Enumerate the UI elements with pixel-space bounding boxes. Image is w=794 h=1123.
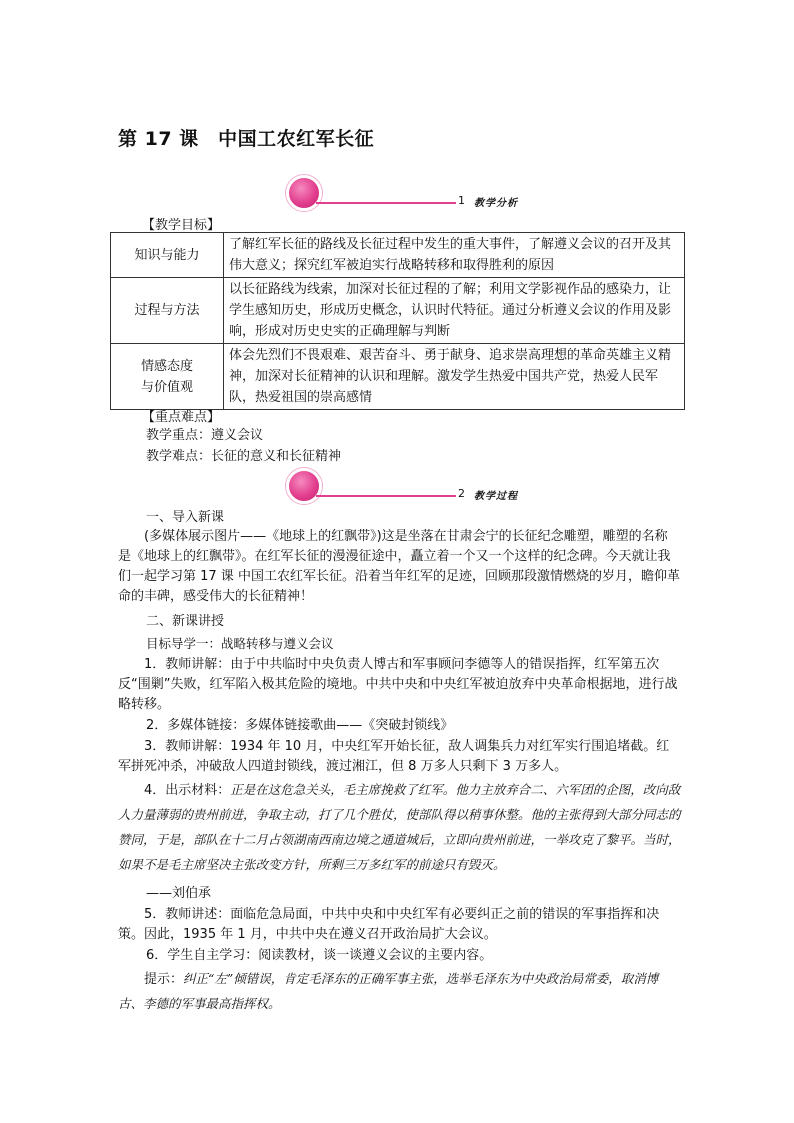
difficulty: 教学难点：长征的意义和长征精神	[146, 449, 342, 464]
divider	[316, 495, 456, 497]
objectives-table	[110, 232, 685, 410]
goal-heading: 目标导学一：战略转移与遵义会议	[146, 636, 334, 651]
table-row	[111, 233, 685, 278]
keypoints-heading: 【重点难点】	[142, 410, 221, 425]
hint-text: 纠正“左”倾错误，肯定毛泽东的正确军事主张，选举毛泽东为中央政治局常委，取消博古、李德的军事最高指挥权。	[118, 971, 659, 1011]
key-point: 教学重点：遵义会议	[146, 428, 264, 443]
part-title: 一、导入新课	[146, 510, 225, 525]
hint	[118, 967, 682, 1017]
list-item: 3．教师讲解：1934 年 10 月，中央红军开始长征，敌人调集兵力对红军实行围追堵截。红军拼死冲杀，冲破敌人四道封锁线，渡过湘江，但 8 万多人只剩下 3 万多人。	[118, 739, 670, 774]
item-lead: 4．出示材料：	[144, 783, 231, 798]
intro-paragraph: (多媒体展示图片——《地球上的红飘带》)这是坐落在甘肃会宁的长征纪念雕塑，雕塑的名称是《地球上的红飘带》。在红军长征的漫漫征途中，矗立着一个又一个这样的纪念碑。今天就让我们一起学习第 17 课 中国工农红军长征。沿着当年红军的足迹，回顾那段激情燃烧的岁月，瞻仰革命的丰碑，感受伟大的长征精神！	[118, 529, 680, 604]
pink-circle-icon	[286, 468, 322, 504]
hint-lead: 提示：	[144, 972, 184, 987]
table-row	[111, 344, 685, 410]
section-number: 2	[458, 487, 465, 500]
divider	[316, 202, 456, 204]
row-text: 体会先烈们不畏艰难、艰苦奋斗、勇于献身、追求崇高理想的革命英雄主义精神，加深对长征精神的认识和理解。激发学生热爱中国共产党，热爱人民军队，热爱祖国的崇高感情	[224, 344, 685, 410]
section-label: 教学过程	[474, 491, 518, 502]
pink-circle-icon	[286, 175, 322, 211]
row-label-line: 情感态度	[140, 358, 193, 374]
quote-source: ——刘伯承	[146, 886, 212, 901]
list-item: 5．教师讲述：面临危急局面，中共中央和中央红军有必要纠正之前的错误的军事指挥和决策。因此，1935 年 1 月，中共中央在遵义召开政治局扩大会议。	[118, 907, 660, 942]
row-text: 了解红军长征的路线及长征过程中发生的重大事件，了解遵义会议的召开及其伟大意义；探究红军被迫实行战略转移和取得胜利的原因	[224, 233, 685, 278]
row-label-line: 与价值观	[140, 379, 193, 395]
section-number: 1	[458, 194, 465, 207]
row-text: 以长征路线为线索，加深对长征过程的了解；利用文学影视作品的感染力，让学生感知历史，形成历史概念，认识时代特征。通过分析遵义会议的作用及影响，形成对历史史实的正确理解与判断	[224, 278, 685, 344]
section-marker-process	[286, 468, 726, 508]
row-label: 过程与方法	[111, 278, 224, 344]
section-label: 教学分析	[474, 198, 518, 209]
objectives-heading: 【教学目标】	[142, 218, 221, 233]
list-item	[118, 778, 682, 878]
row-label: 知识与能力	[111, 233, 224, 278]
quoted-material: 正是在这危急关头，毛主席挽救了红军。他力主放弃合二、六军团的企图，改向敌人力量薄弱的贵州前进，争取主动，打了几个胜仗，使部队得以稍事休整。他的主张得到大部分同志的赞同，于是，部队在十二月占领湖南西南边境之通道城后，立即向贵州前进，一举攻克了黎平。当时，如果不是毛主席坚决主张改变方针，所剩三万多红军的前途只有毁灭。	[118, 782, 681, 872]
list-item: 6．学生自主学习：阅读教材，谈一谈遵义会议的主要内容。	[146, 948, 493, 963]
row-label	[111, 344, 224, 410]
section-marker-analysis	[286, 175, 726, 215]
table-row	[111, 278, 685, 344]
list-item: 1．教师讲解：由于中共临时中央负责人博古和军事顾问李德等人的错误指挥，红军第五次反“围剿”失败，红军陷入极其危险的境地。中共中央和中央红军被迫放弃中央革命根据地，进行战略转移。	[118, 657, 678, 712]
lesson-title: 第 17 课 中国工农红军长征	[118, 128, 375, 150]
list-item: 2．多媒体链接：多媒体链接歌曲——《突破封锁线》	[146, 718, 454, 733]
part-title: 二、新课讲授	[146, 614, 225, 629]
